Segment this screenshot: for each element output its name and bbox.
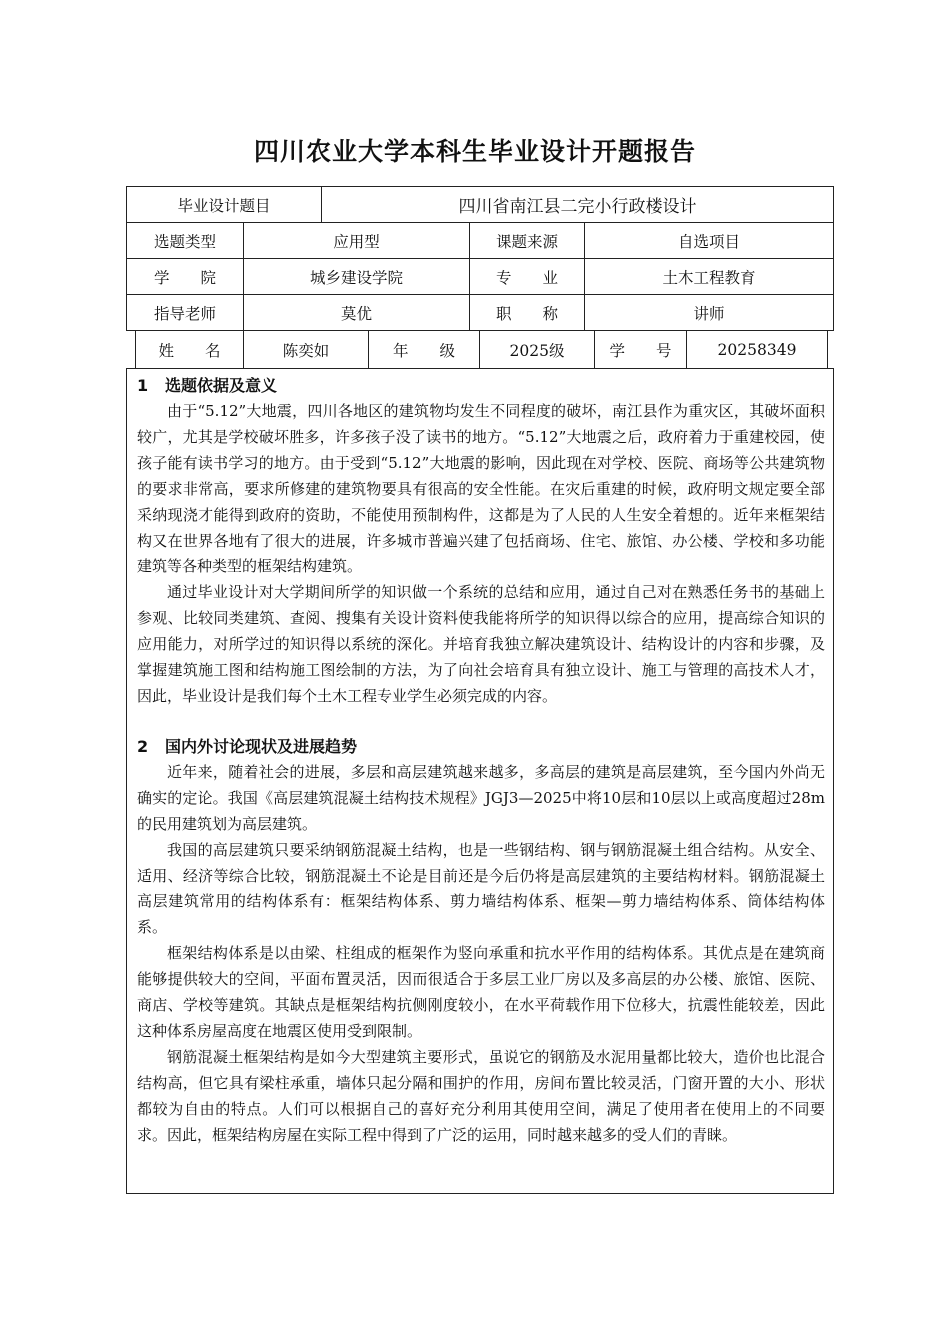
section-2-paragraph-1: 近年来，随着社会的进展，多层和高层建筑越来越多，多高层的建筑是高层建筑，至今国内外尚无确实的定论。我国《高层建筑混凝土结构技术规程》JGJ3—2025中将10层和10层以上或高度超过28m的民用建筑划为高层建筑。	[137, 762, 825, 833]
source-value: 自选项目	[584, 222, 834, 259]
advisor-label: 指导老师	[126, 294, 244, 331]
rank-label: 职 称	[469, 294, 585, 331]
college-label: 学 院	[126, 258, 244, 295]
name-label: 姓 名	[135, 330, 244, 369]
table-row-topic	[126, 186, 834, 223]
section-2-paragraph-2: 我国的高层建筑只要采纳钢筋混凝土结构，也是一些钢结构、钢与钢筋混凝土组合结构。从安全、适用、经济等综合比较，钢筋混凝土不论是目前还是今后仍将是高层建筑的主要结构材料。钢筋混凝土高层建筑常用的结构体系有：框架结构体系、剪力墙结构体系、框架—剪力墙结构体系、筒体结构体系。	[137, 840, 825, 937]
college-value: 城乡建设学院	[243, 258, 470, 295]
section-2-paragraph-3: 框架结构体系是以由梁、柱组成的框架作为竖向承重和抗水平作用的结构体系。其优点是在建筑商能够提供较大的空间，平面布置灵活，因而很适合于多层工业厂房以及多高层的办公楼、旅馆、医院、商店、学校等建筑。其缺点是框架结构抗侧刚度较小，在水平荷载作用下位移大，抗震性能较差，因此这种体系房屋高度在地震区使用受到限制。	[137, 944, 825, 1040]
table-row-college	[126, 258, 834, 295]
source-label: 课题来源	[469, 222, 585, 259]
section-2-number: 2	[137, 736, 149, 756]
section-spacer	[137, 710, 825, 734]
grade-value: 2025级	[479, 330, 595, 369]
id-value: 20258349	[686, 330, 828, 369]
name-value: 陈奕如	[243, 330, 369, 369]
major-value: 土木工程教育	[584, 258, 834, 295]
rank-value: 讲师	[584, 294, 834, 331]
section-1-heading	[137, 373, 825, 399]
section-1-title: 选题依据及意义	[165, 376, 278, 395]
type-label: 选题类型	[126, 222, 244, 259]
table-row-type	[126, 222, 834, 259]
id-label: 学 号	[594, 330, 687, 369]
section-2-paragraph-4: 钢筋混凝土框架结构是如今大型建筑主要形式，虽说它的钢筋及水泥用量都比较大，造价也比混合结构高，但它具有梁柱承重，墙体只起分隔和围护的作用，房间布置比较灵活，门窗开置的大小、形状都较为自由的特点。人们可以根据自己的喜好充分利用其使用空间，满足了使用者在使用上的不同要求。因此，框架结构房屋在实际工程中得到了广泛的运用，同时越来越多的受人们的青睐。	[137, 1047, 825, 1144]
topic-label: 毕业设计题目	[126, 186, 322, 223]
section-1-paragraph-1: 由于“5.12”大地震，四川各地区的建筑物均发生不同程度的破坏，南江县作为重灾区，其破坏面积较广，尤其是学校破坏胜多，许多孩子没了读书的地方。“5.12”大地震之后，政府着力于重建校园，使孩子能有读书学习的地方。由于受到“5.12”大地震的影响，因此现在对学校、医院、商场等公共建筑物的要求非常高，要求所修建的建筑物要具有很高的安全性能。在灾后重建的时候，政府明文规定要全部采纳现浇才能得到政府的资助，不能使用预制构件，这都是为了人民的人生安全着想的。近年来框架结构又在世界各地有了很大的进展，许多城市普遍兴建了包括商场、住宅、旅馆、办公楼、学校和多功能建筑等各种类型的框架结构建筑。	[137, 402, 825, 576]
grade-label: 年 级	[368, 330, 480, 369]
table-row-advisor	[126, 294, 834, 331]
section-2-heading	[137, 734, 825, 760]
major-label: 专 业	[469, 258, 585, 295]
advisor-value: 莫优	[243, 294, 470, 331]
type-value: 应用型	[243, 222, 470, 259]
report-body	[126, 368, 834, 1194]
section-1-paragraph-2: 通过毕业设计对大学期间所学的知识做一个系统的总结和应用，通过自己对在熟悉任务书的基础上参观、比较同类建筑、查阅、搜集有关设计资料使我能将所学的知识得以综合的应用，提高综合知识的应用能力，对所学过的知识得以系统的深化。并培育我独立解决建筑设计、结构设计的内容和步骤，及掌握建筑施工图和结构施工图绘制的方法，为了向社会培育具有独立设计、施工与管理的高技术人才，因此，毕业设计是我们每个土木工程专业学生必须完成的内容。	[137, 583, 825, 705]
table-row-student	[126, 330, 834, 369]
section-1-number: 1	[137, 376, 149, 395]
topic-value: 四川省南江县二完小行政楼设计	[321, 186, 834, 223]
section-2-title: 国内外讨论现状及进展趋势	[165, 736, 358, 756]
page-title: 四川农业大学本科生毕业设计开题报告	[253, 137, 696, 166]
